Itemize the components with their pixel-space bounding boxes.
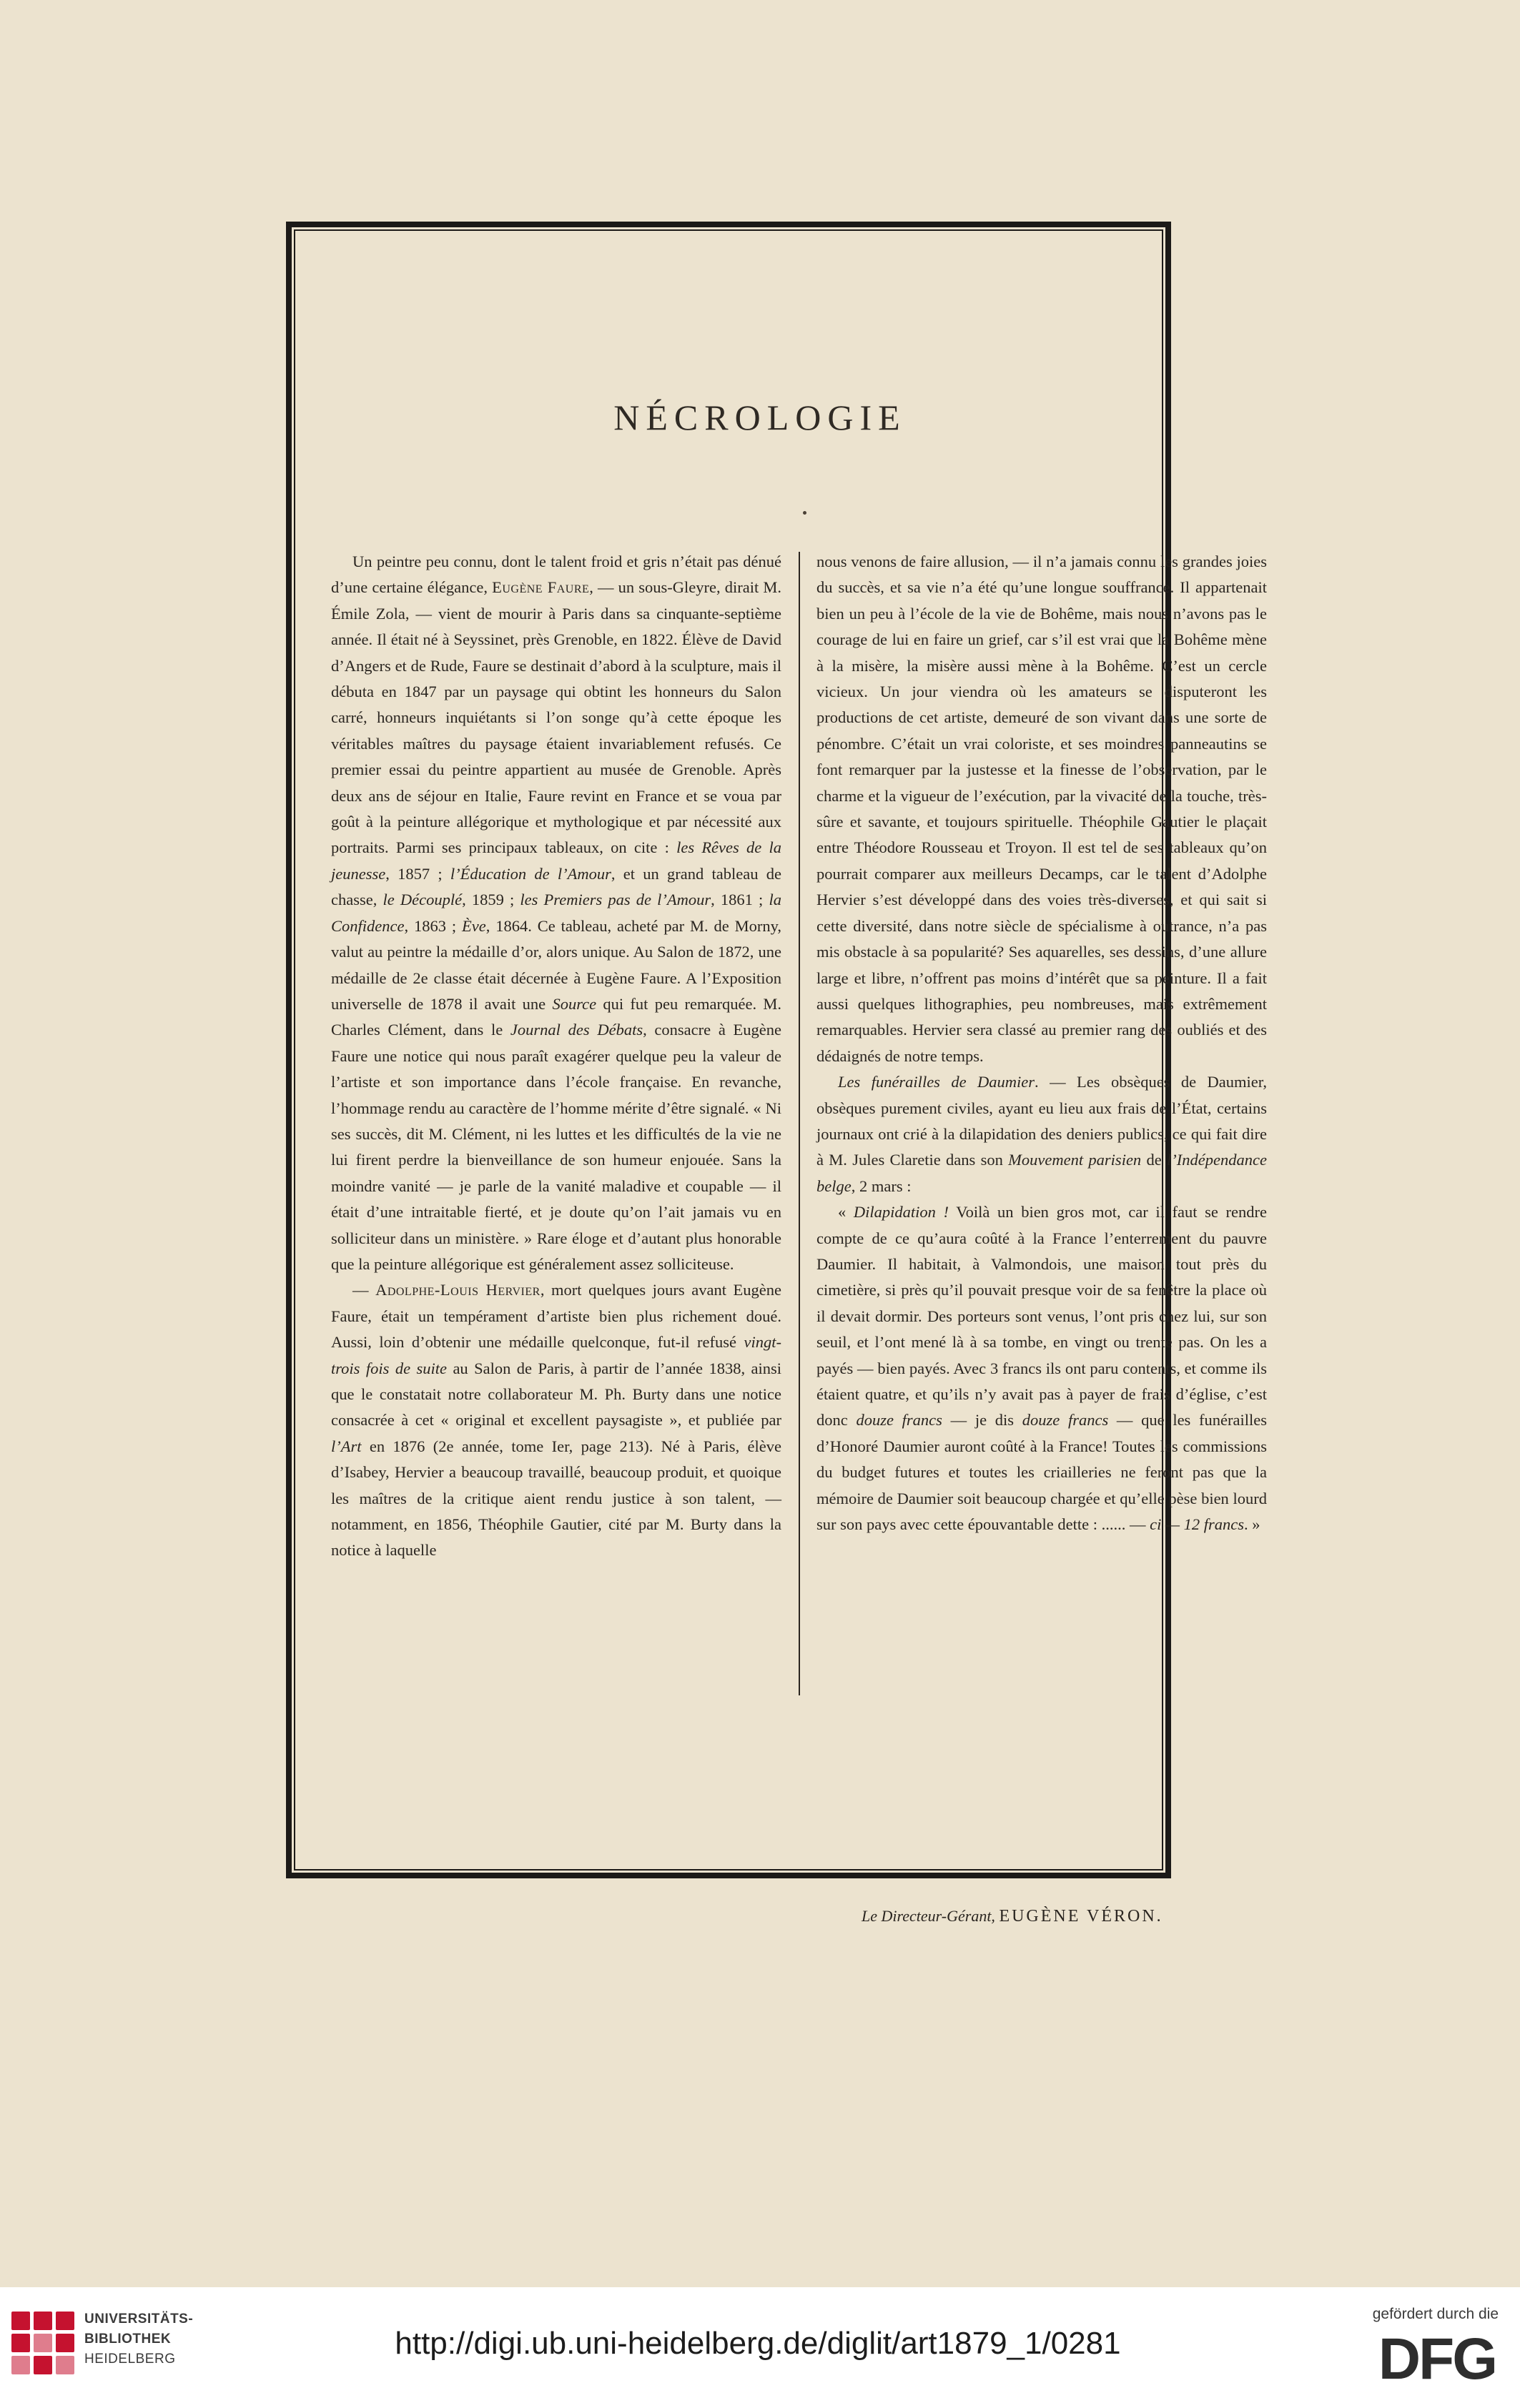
italic-text: Journal des Débats [510, 1021, 643, 1039]
text-run: — je dis [942, 1411, 1022, 1430]
text-run: , et un grand tableau de chasse, [331, 864, 781, 909]
article-paragraph [816, 1069, 1267, 1199]
text-run: — que les funérailles d’Honoré Daumier auront coûté à la France! Toutes les commissions du budget futures et toutes les criailleries ne feront pas que la mémoire de Daumier soit beaucoup chargée et qu’elle pèse bien lourd sur son pays avec cette épouvantable dette : ...... — [816, 1411, 1267, 1534]
italic-text: l’Art [331, 1437, 362, 1455]
page-title: NÉCROLOGIE [613, 397, 907, 437]
library-logo[interactable] [11, 2307, 226, 2386]
italic-text: Dilapidation ! [853, 1203, 949, 1222]
text-run: en 1876 (2e année, tome Ier, page 213). Né à Paris, élève d’Isabey, Hervier a beaucoup travaillé, beaucoup produit, et quoique les maîtres de la critique aient rendu justice à son talent, — notamment, en 1856, Théophile Gautier, cité par M. Burty dans la notice à laquelle [331, 1437, 781, 1560]
italic-text: l’Éducation de l’Amour [450, 864, 611, 883]
italic-text: Mouvement parisien [1008, 1151, 1142, 1169]
article-paragraph [331, 1277, 781, 1563]
text-run: , 2 mars : [851, 1176, 912, 1195]
text-run: , 1863 ; [404, 916, 462, 935]
name-smallcaps: Eugène Faure [492, 578, 590, 597]
italic-text: douze francs [856, 1411, 942, 1430]
library-name-line: HEIDELBERG [84, 2352, 176, 2367]
text-run: Un peintre peu connu, dont le talent froid et gris n’était pas dénué d’une certaine élégance, [331, 553, 781, 597]
italic-text: Ève [461, 916, 486, 935]
viewer-footer [0, 2287, 1520, 2408]
text-run: , consacre à Eugène Faure une notice qui nous paraît exagérer quelque peu la valeur de l’artiste et son importance dans l’école française. En revanche, l’hommage rendu au caractère de l’homme mérite d’être signalé. « Ni ses succès, dit M. Clément, ni les luttes et les difficultés de la vie ne lui firent perdre la bienveillance de son humeur enjouée. Sans la moindre vanité — je parle de la vanité maladive et coupable — il était d’une intraitable fierté, et je doute qu’on l’ait jamais vu en solliciteur dans un ministère. » Rare éloge et d’autant plus honorable que la peinture allégorique est généralement assez solliciteuse. [331, 1021, 781, 1273]
article-paragraph [816, 549, 1267, 1069]
column-divider [799, 552, 800, 1695]
library-name-line: UNIVERSITÄTS- [84, 2312, 194, 2327]
text-run: « [838, 1203, 854, 1222]
funding-label: gefördert durch die [1372, 2306, 1499, 2322]
left-column [331, 549, 781, 1564]
text-run: , 1861 ; [711, 891, 769, 909]
text-run: de [1141, 1151, 1168, 1169]
dfg-funding[interactable] [1334, 2302, 1499, 2402]
library-name-line: BIBLIOTHEK [84, 2332, 172, 2347]
text-run: . — Les obsèques de Daumier, obsèques purement civiles, ayant eu lieu aux frais de l’État, certains journaux ont crié à la dilapidation des deniers publics, ce qui fait dire à M. Jules Claretie dans son [816, 1073, 1267, 1169]
text-run: qui fut peu remarquée. M. Charles Clément, dans le [331, 994, 781, 1039]
italic-text: l’Indépendance belge [816, 1151, 1267, 1195]
text-run: Voilà un bien gros mot, car il faut se rendre compte de ce qu’aura coûté à la France l’enterrement du pauvre Daumier. Il habitait, à Valmondois, une maison tout près du cimetière, si près qu’il pouvait presque voir de sa fenêtre la place où il devait dormir. Des porteurs sont venus, l’ont pris chez lui, sur son seuil, et l’ont mené là à sa tombe, en vingt ou trente pas. On les a payés — bien payés. Avec 3 francs ils ont paru contents, et comme ils étaient quatre, et qu’ils n’y avait pas à payer de frais d’église, c’est donc [816, 1203, 1268, 1430]
signature-label: Le Directeur-Gérant, [862, 1907, 995, 1925]
italic-text: Les funérailles de Daumier [838, 1073, 1035, 1091]
text-run: , 1857 ; [385, 864, 450, 883]
italic-text: les Premiers pas de l’Amour [520, 891, 711, 909]
italic-text: douze francs [1022, 1411, 1109, 1430]
article-paragraph [816, 1199, 1267, 1537]
italic-text: Source [552, 994, 597, 1013]
italic-text: le Découplé [383, 891, 463, 909]
article-paragraph [331, 549, 781, 1277]
italic-text: vingt-trois fois de suite [331, 1333, 781, 1377]
name-smallcaps: Adolphe-Louis Hervier [375, 1281, 541, 1299]
right-column [816, 549, 1267, 1537]
signature [862, 1907, 1262, 1926]
text-run: nous venons de faire allusion, — il n’a jamais connu les grandes joies du succès, et sa vie n’a été qu’une longue souffrance. Il appartenait bien un peu à l’école de la vie de Bohême, mais nous n’avons pas le courage de lui en faire un grief, car s’il est vrai que la Bohême mène à la misère, la misère aussi mène à la Bohême. C’est un cercle vicieux. Un jour viendra où les amateurs se disputeront les productions de cet artiste, demeuré de son vivant dans une sorte de pénombre. C’était un vrai coloriste, et ses moindres panneautins se font remarquer par la justesse et la finesse de l’observation, par le charme et la vigueur de l’exécution, par la vivacité de la touche, très-sûre et savante, et toujours spirituelle. Théophile Gautier le plaçait entre Théodore Rousseau et Troyon. Il est tel de ses tableaux qu’on pourrait comparer aux meilleurs Decamps, car le talent d’Adolphe Hervier s’est développé dans des voies très-diverses, et qui sait si cette diversité, dans notre siècle de spécialisme à outrance, n’a pas mis obstacle à sa popularité? Ses aquarelles, ses dessins, d’une allure large et libre, n’offrent pas moins d’intérêt que sa peinture. Il a fait aussi quelques lithographies, peu nombreuses, mais extrêmement remarquables. Hervier sera classé au premier rang des oubliés et des dédaignés de notre temps. [816, 553, 1267, 1065]
italic-text: la Confidence [331, 891, 781, 935]
text-run: , mort quelques jours avant Eugène Faure, était un tempérament d’artiste bien plus richement doué. Aussi, loin d’obtenir une médaille quelconque, fut-il refusé [331, 1281, 781, 1352]
italic-text: ci — 12 francs [1150, 1515, 1244, 1534]
text-run: au Salon de Paris, à partir de l’année 1838, ainsi que le constatait notre collaborateur M. Ph. Burty dans une notice consacrée à cet « original et excellent paysagiste », et publiée par [331, 1359, 782, 1430]
italic-text: les Rêves de la jeunesse [331, 838, 781, 883]
library-mark-icon [11, 2312, 74, 2376]
text-run: , 1864. Ce tableau, acheté par M. de Morny, valut au peintre la médaille d’or, alors unique. Au Salon de 1872, une médaille de 2e classe était décernée à Eugène Faure. A l’Exposition universelle de 1878 il avait une [331, 916, 781, 1013]
text-run: , — un sous-Gleyre, dirait M. Émile Zola, — vient de mourir à Paris dans sa cinquante-septième année. Il était né à Seyssinet, près Grenoble, en 1822. Élève de David d’Angers et de Rude, Faure se destinait d’abord à la sculpture, mais il débuta en 1847 par un paysage qui obtint les honneurs du Salon carré, honneurs inquiétants si l’on songe qu’à cette époque les véritables maîtres du paysage étaient invariablement refusés. Ce premier essai du peintre appartient au musée de Grenoble. Après deux ans de séjour en Italie, Faure revint en France et se voua par goût à la peinture allégorique et mythologique et par nécessité aux portraits. Parmi ses principaux tableaux, on cite : [331, 578, 781, 857]
permalink-url[interactable]: http://digi.ub.uni-heidelberg.de/diglit/art1879_1/0281 [395, 2326, 1121, 2361]
text-run: , 1859 ; [462, 891, 520, 909]
dfg-logo-icon: DFG [1378, 2327, 1496, 2392]
signature-name: EUGÈNE VÉRON. [999, 1907, 1163, 1926]
text-run: . » [1243, 1515, 1260, 1534]
text-run: — [352, 1281, 376, 1299]
title-ornament [803, 511, 806, 515]
